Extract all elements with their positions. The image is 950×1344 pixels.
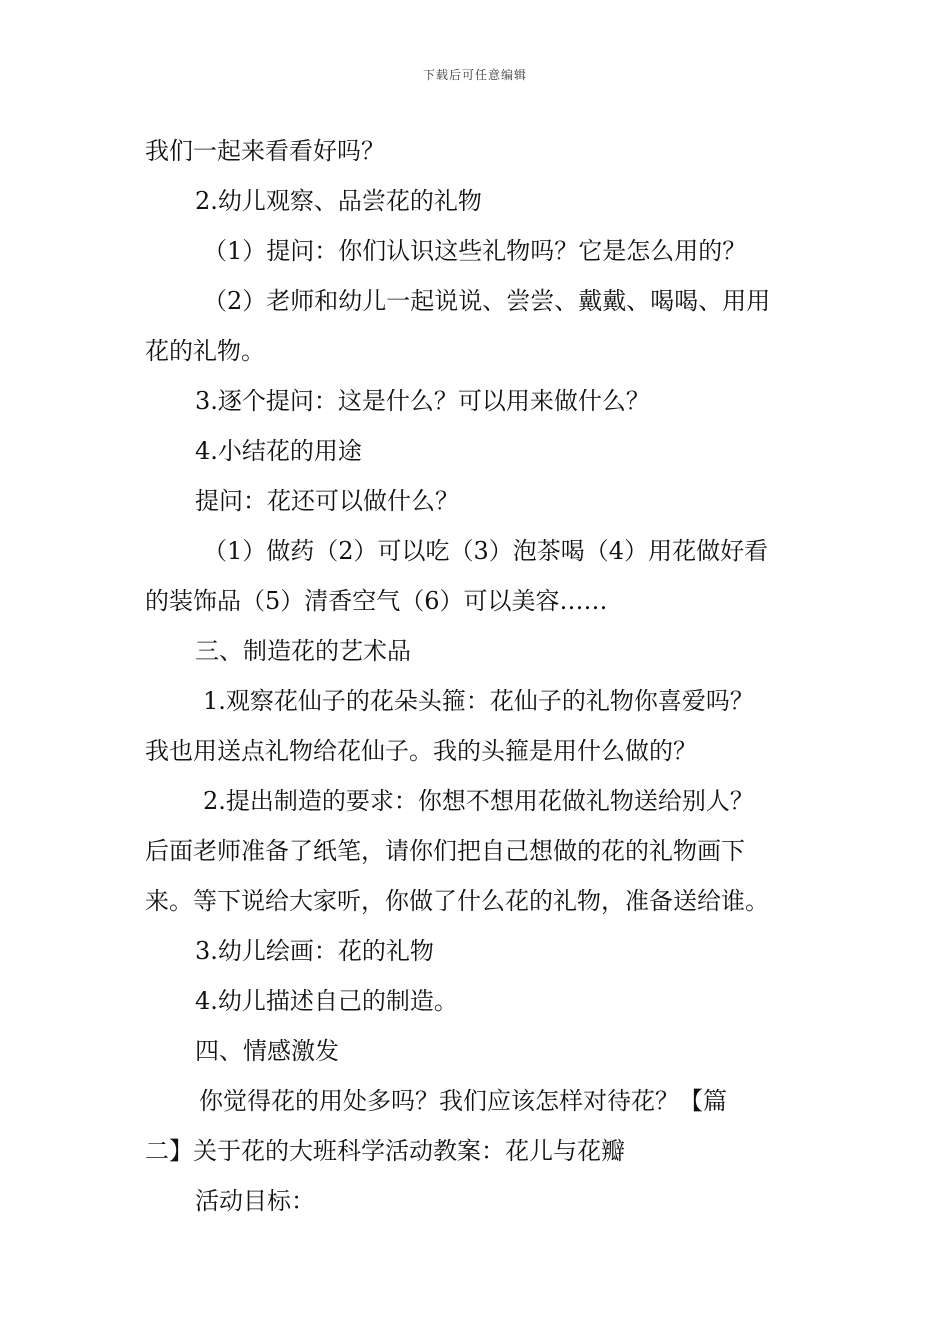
text-line: （2）老师和幼儿一起说说、尝尝、戴戴、喝喝、用用 — [203, 287, 771, 315]
text-line: 2.幼儿观察、品尝花的礼物 — [195, 187, 482, 215]
page-header-note: 下载后可任意编辑 — [422, 68, 527, 82]
text-line: 我们一起来看看好吗？ — [145, 137, 385, 165]
text-line: 2.提出制造的要求：你想不想用花做礼物送给别人？ — [203, 787, 754, 815]
document-body — [145, 126, 810, 1226]
text-line: 3.幼儿绘画：花的礼物 — [195, 937, 434, 965]
text-line: 来。等下说给大家听，你做了什么花的礼物，准备送给谁。 — [145, 887, 769, 915]
text-line: 3.逐个提问：这是什么？可以用来做什么？ — [195, 387, 650, 415]
text-line: 4.小结花的用途 — [195, 437, 362, 465]
text-line: 的装饰品（5）清香空气（6）可以美容…… — [145, 587, 608, 615]
text-line: 活动目标： — [195, 1187, 315, 1215]
text-line: 4.幼儿描述自己的制造。 — [195, 987, 458, 1015]
section-heading: 三、制造花的艺术品 — [195, 637, 411, 665]
text-line: （1）做药（2）可以吃（3）泡茶喝（4）用花做好看 — [203, 537, 769, 565]
text-line: 花的礼物。 — [145, 337, 265, 365]
text-line: 1.观察花仙子的花朵头箍：花仙子的礼物你喜爱吗？ — [203, 687, 754, 715]
text-line: 你觉得花的用处多吗？我们应该怎样对待花？【篇 — [199, 1087, 727, 1115]
text-line: 二】关于花的大班科学活动教案：花儿与花瓣 — [145, 1137, 625, 1165]
section-heading: 四、情感激发 — [195, 1037, 339, 1065]
text-line: 我也用送点礼物给花仙子。我的头箍是用什么做的？ — [145, 737, 697, 765]
text-line: 后面老师准备了纸笔，请你们把自己想做的花的礼物画下 — [145, 837, 745, 865]
text-line: （1）提问：你们认识这些礼物吗？它是怎么用的？ — [203, 237, 747, 265]
text-line: 提问：花还可以做什么？ — [195, 487, 459, 515]
